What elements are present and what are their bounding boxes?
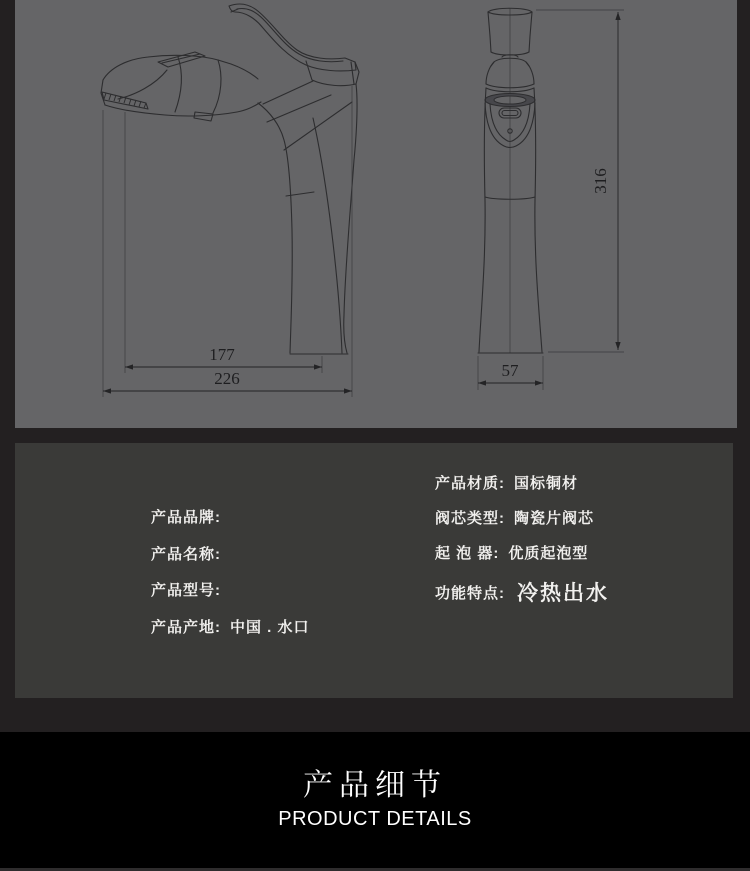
spec-label: 阀芯类型: (435, 510, 505, 527)
spec-label: 产品型号: (151, 582, 221, 599)
spec-value: 中国 . 水口 (230, 619, 310, 636)
faucet-front-view (101, 4, 359, 354)
spec-row-origin (151, 616, 310, 637)
dim-label-height: 316 (591, 168, 610, 194)
technical-drawing-panel (15, 0, 737, 428)
spec-value: 陶瓷片阀芯 (514, 510, 595, 527)
nozzle-hatch (104, 93, 146, 108)
spec-label: 产品材质: (435, 475, 505, 492)
spec-row-material (435, 472, 578, 493)
dim-label-front-reach: 177 (209, 345, 235, 364)
spec-value: 国标铜材 (514, 475, 579, 492)
spec-row-valve-core (435, 507, 594, 528)
spec-label: 产品名称: (151, 546, 221, 563)
spec-label: 起 泡 器: (435, 545, 500, 562)
product-specs-panel (15, 443, 733, 698)
spec-row-brand (151, 506, 230, 527)
faucet-technical-drawing (15, 0, 737, 428)
faucet-side-view (478, 8, 543, 353)
spec-label: 功能特点: (435, 584, 505, 602)
dim-label-front-total: 226 (214, 369, 240, 388)
product-details-section-header (0, 732, 750, 868)
section-title-zh: 产品细节 (303, 768, 447, 802)
dim-label-side-width: 57 (501, 361, 519, 380)
section-title-en: PRODUCT DETAILS (278, 808, 472, 831)
spec-row-aerator (435, 542, 588, 563)
spec-value: 冷热出水 (517, 582, 609, 605)
spec-row-model (151, 579, 230, 600)
spec-label: 产品产地: (151, 619, 221, 636)
spec-row-name (151, 543, 230, 564)
spec-value: 优质起泡型 (508, 545, 589, 562)
spec-label: 产品品牌: (151, 509, 221, 526)
spec-row-features (435, 577, 609, 607)
